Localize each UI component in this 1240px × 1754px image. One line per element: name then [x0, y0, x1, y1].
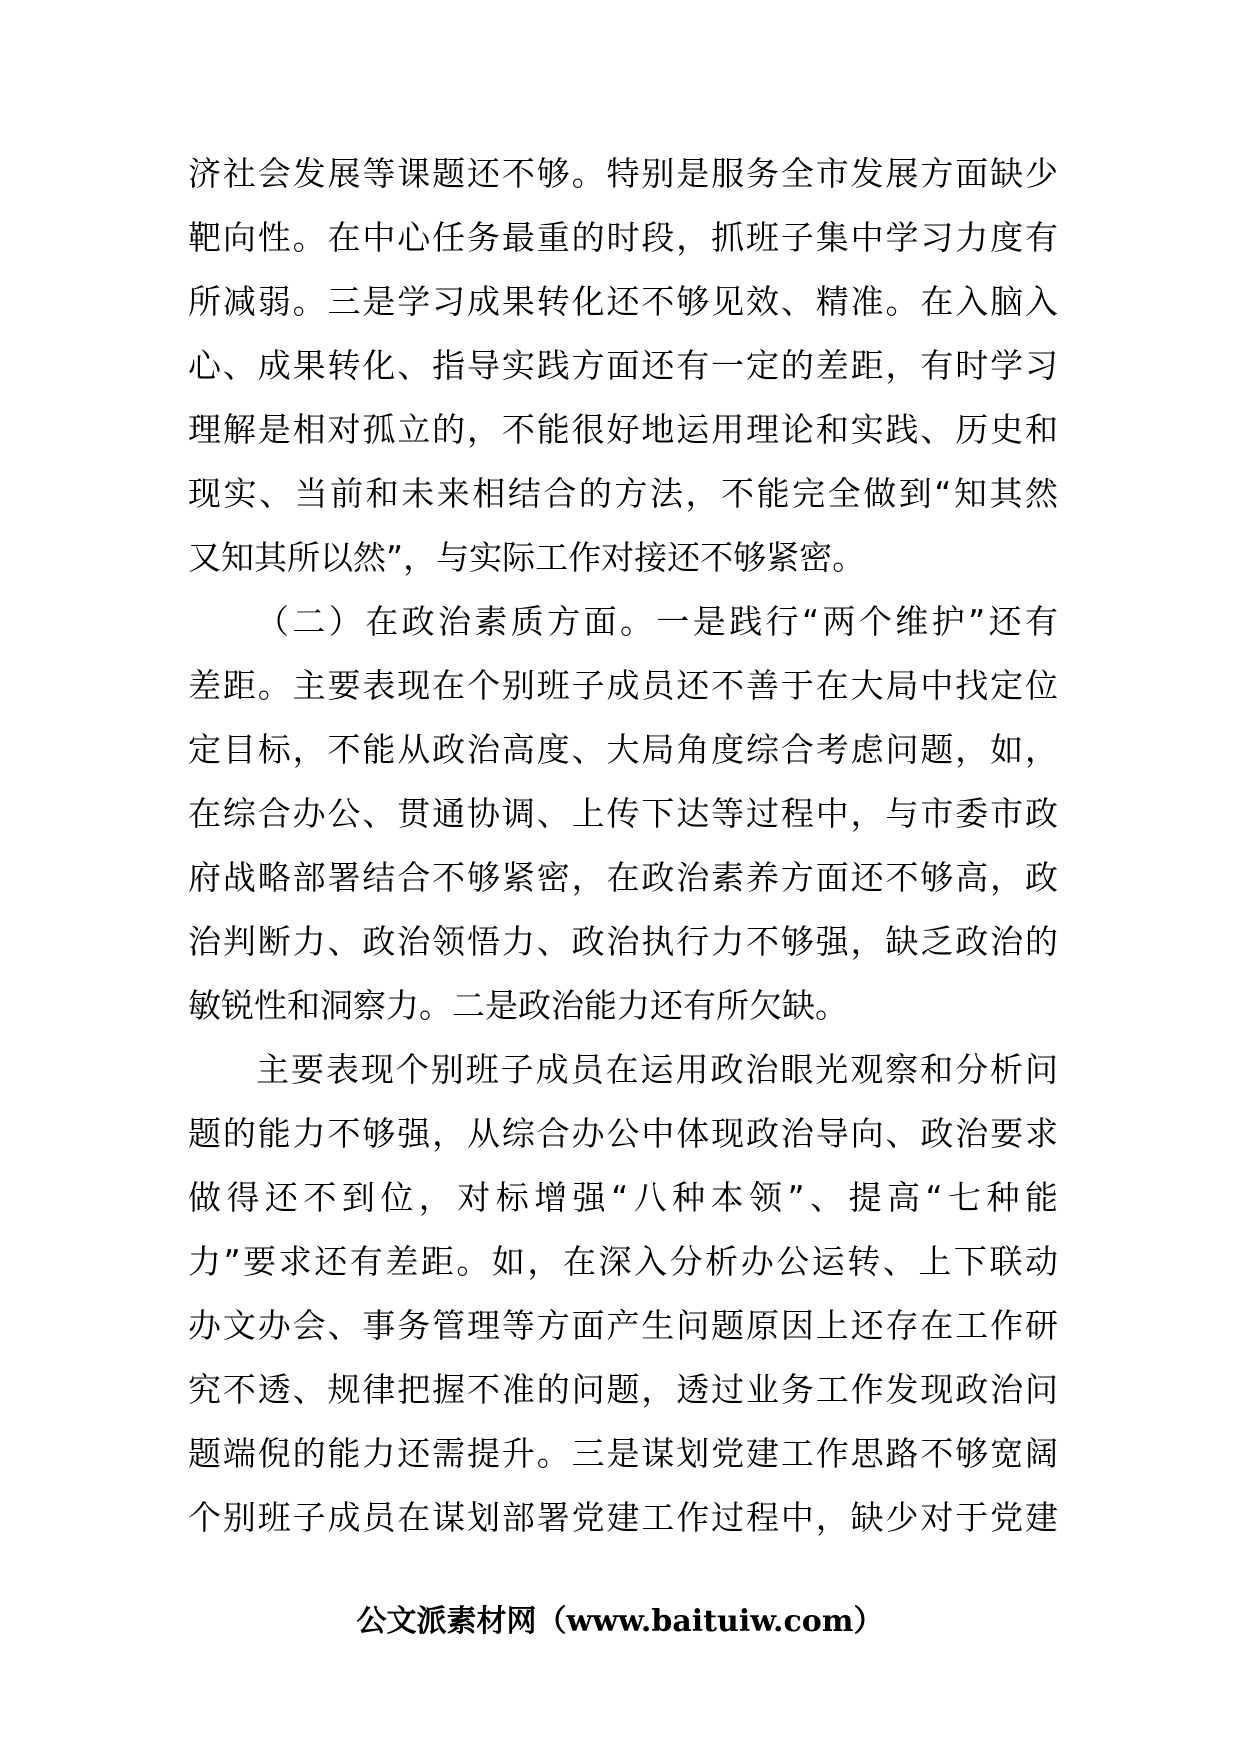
body-line: 治判断力、政治领悟力、政治执行力不够强，缺乏政治的 — [188, 922, 1058, 961]
body-line: 究不透、规律把握不准的问题，透过业务工作发现政治问 — [188, 1370, 1058, 1409]
body-line: 定目标，不能从政治高度、大局角度综合考虑问题，如， — [188, 730, 1058, 769]
body-line: 济社会发展等课题还不够。特别是服务全市发展方面缺少 — [188, 154, 1058, 193]
paragraph-first-line: 主要表现个别班子成员在运用政治眼光观察和分析问 — [256, 1050, 1058, 1089]
body-line: 差距。主要表现在个别班子成员还不善于在大局中找定位 — [188, 666, 1058, 705]
body-line: 靶向性。在中心任务最重的时段，抓班子集中学习力度有 — [188, 218, 1058, 257]
body-line: 题的能力不够强，从综合办公中体现政治导向、政治要求 — [188, 1114, 1058, 1153]
footer-watermark-text: 公文派素材网（www.baituiw.com） — [356, 1604, 884, 1639]
body-line: 题端倪的能力还需提升。三是谋划党建工作思路不够宽阔 — [188, 1434, 1058, 1473]
body-line: 在综合办公、贯通协调、上传下达等过程中，与市委市政 — [188, 794, 1058, 833]
body-line: 所减弱。三是学习成果转化还不够见效、精准。在入脑入 — [188, 282, 1058, 321]
body-line: 理解是相对孤立的，不能很好地运用理论和实践、历史和 — [188, 410, 1058, 449]
body-line: 个别班子成员在谋划部署党建工作过程中，缺少对于党建 — [188, 1498, 1058, 1537]
section-heading-line: （二）在政治素质方面。一是践行“两个维护”还有 — [256, 602, 1058, 641]
body-line: 现实、当前和未来相结合的方法，不能完全做到“知其然 — [188, 474, 1058, 513]
body-line: 心、成果转化、指导实践方面还有一定的差距，有时学习 — [188, 346, 1058, 385]
body-line: 力”要求还有差距。如，在深入分析办公运转、上下联动 — [188, 1242, 1058, 1281]
body-line: 府战略部署结合不够紧密，在政治素养方面还不够高，政 — [188, 858, 1058, 897]
body-line: 办文办会、事务管理等方面产生问题原因上还存在工作研 — [188, 1306, 1058, 1345]
body-line: 做得还不到位，对标增强“八种本领”、提高“七种能 — [188, 1178, 1058, 1217]
body-line: 敏锐性和洞察力。二是政治能力还有所欠缺。 — [188, 986, 848, 1025]
body-line: 又知其所以然”，与实际工作对接还不够紧密。 — [188, 538, 866, 577]
